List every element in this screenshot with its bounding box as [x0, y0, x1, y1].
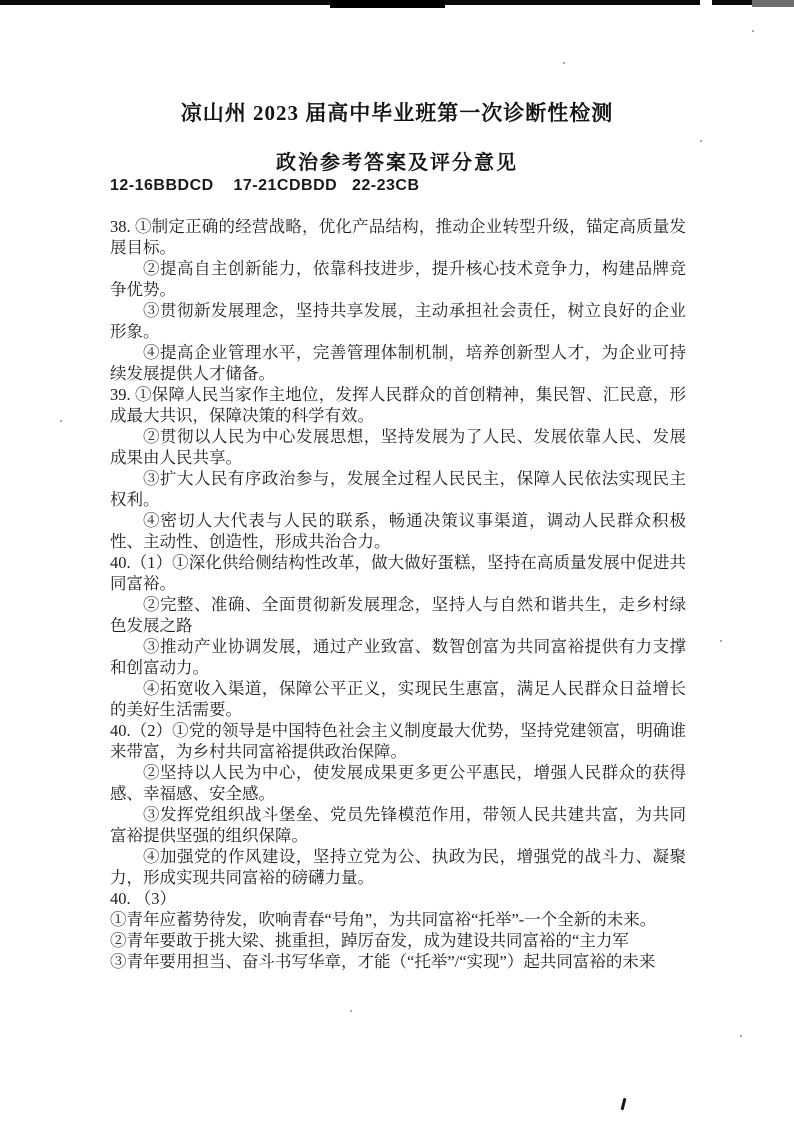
answer-paragraph: ④提高企业管理水平，完善管理体制机制，培养创新型人才，为企业可持续发展提供人才储备。: [110, 343, 686, 383]
scan-speck: [60, 420, 62, 422]
answer-paragraph: 39. ①保障人民当家作主地位，发挥人民群众的首创精神，集民智、汇民意，形成最大共识，保障决策的科学有效。: [110, 385, 686, 425]
choice-answers-line: 12-16BBDCD 17-21CDBDD 22-23CB: [110, 177, 420, 194]
scan-speck: [740, 1035, 742, 1037]
scan-speck: [350, 1010, 352, 1012]
answer-paragraph: ②坚持以人民为中心，使发展成果更多更公平惠民，增强人民群众的获得感、幸福感、安全感。: [110, 763, 686, 803]
scan-speck: [720, 640, 722, 642]
answer-paragraph: ④加强党的作风建设，坚持立党为公、执政为民，增强党的战斗力、凝聚力，形成实现共同富裕的磅礴力量。: [110, 847, 686, 887]
answer-paragraph: ④拓宽收入渠道，保障公平正义，实现民生惠富，满足人民群众日益增长的美好生活需要。: [110, 679, 686, 719]
answer-paragraph: ③发挥党组织战斗堡垒、党员先锋模范作用，带领人民共建共富，为共同富裕提供坚强的组织保障。: [110, 805, 686, 845]
scan-artifact-corner-patch: [752, 0, 794, 7]
answer-paragraph: ③青年要用担当、奋斗书写华章，才能（“托举”/“实现”）起共同富裕的未来: [110, 952, 656, 971]
document-title: 凉山州 2023 届高中毕业班第一次诊断性检测: [180, 101, 614, 125]
answer-paragraph: ④密切人大代表与人民的联系，畅通决策议事渠道，调动人民群众积极性、主动性、创造性，形成共治合力。: [110, 511, 686, 551]
scan-speck: [700, 140, 702, 142]
answer-paragraph: ②完整、准确、全面贯彻新发展理念，坚持人与自然和谐共生，走乡村绿色发展之路: [110, 595, 686, 635]
answers-body: [110, 216, 686, 972]
answer-paragraph: 38. ①制定正确的经营战略，优化产品结构，推动企业转型升级，锚定高质量发展目标。: [110, 217, 686, 257]
answer-paragraph: ③推动产业协调发展，通过产业致富、数智创富为共同富裕提供有力支撑和创富动力。: [110, 637, 686, 677]
scan-speck: [752, 30, 754, 32]
scan-speck: [563, 62, 565, 64]
answer-paragraph: ③扩大人民有序政治参与，发展全过程人民民主，保障人民依法实现民主权利。: [110, 469, 686, 509]
scan-artifact-dark-segment: [330, 0, 445, 8]
document-subtitle: 政治参考答案及评分意见: [276, 152, 518, 174]
answer-paragraph: ②提高自主创新能力，依靠科技进步，提升核心技术竞争力，构建品牌竞争优势。: [110, 259, 686, 299]
answer-paragraph: ②贯彻以人民为中心发展思想，坚持发展为了人民、发展依靠人民、发展成果由人民共享。: [110, 427, 686, 467]
answer-paragraph: ③贯彻新发展理念，坚持共享发展，主动承担社会责任，树立良好的企业形象。: [110, 301, 686, 341]
scan-artifact-mark: [621, 1098, 627, 1110]
answer-paragraph: 40. （3）: [110, 889, 176, 908]
answer-paragraph: 40.（2）①党的领导是中国特色社会主义制度最大优势，坚持党建领富，明确谁来带富，为乡村共同富裕提供政治保障。: [110, 721, 686, 761]
answer-paragraph: 40.（1）①深化供给侧结构性改革，做大做好蛋糕，坚持在高质量发展中促进共同富裕。: [110, 553, 686, 593]
answer-paragraph: ①青年应蓄势待发，吹响青春“号角”，为共同富裕“托举”-一个全新的未来。: [110, 910, 657, 929]
answer-paragraph: ②青年要敢于挑大梁、挑重担，踔厉奋发，成为建设共同富裕的“主力军: [110, 931, 629, 950]
scan-artifact-gap: [700, 0, 712, 5]
